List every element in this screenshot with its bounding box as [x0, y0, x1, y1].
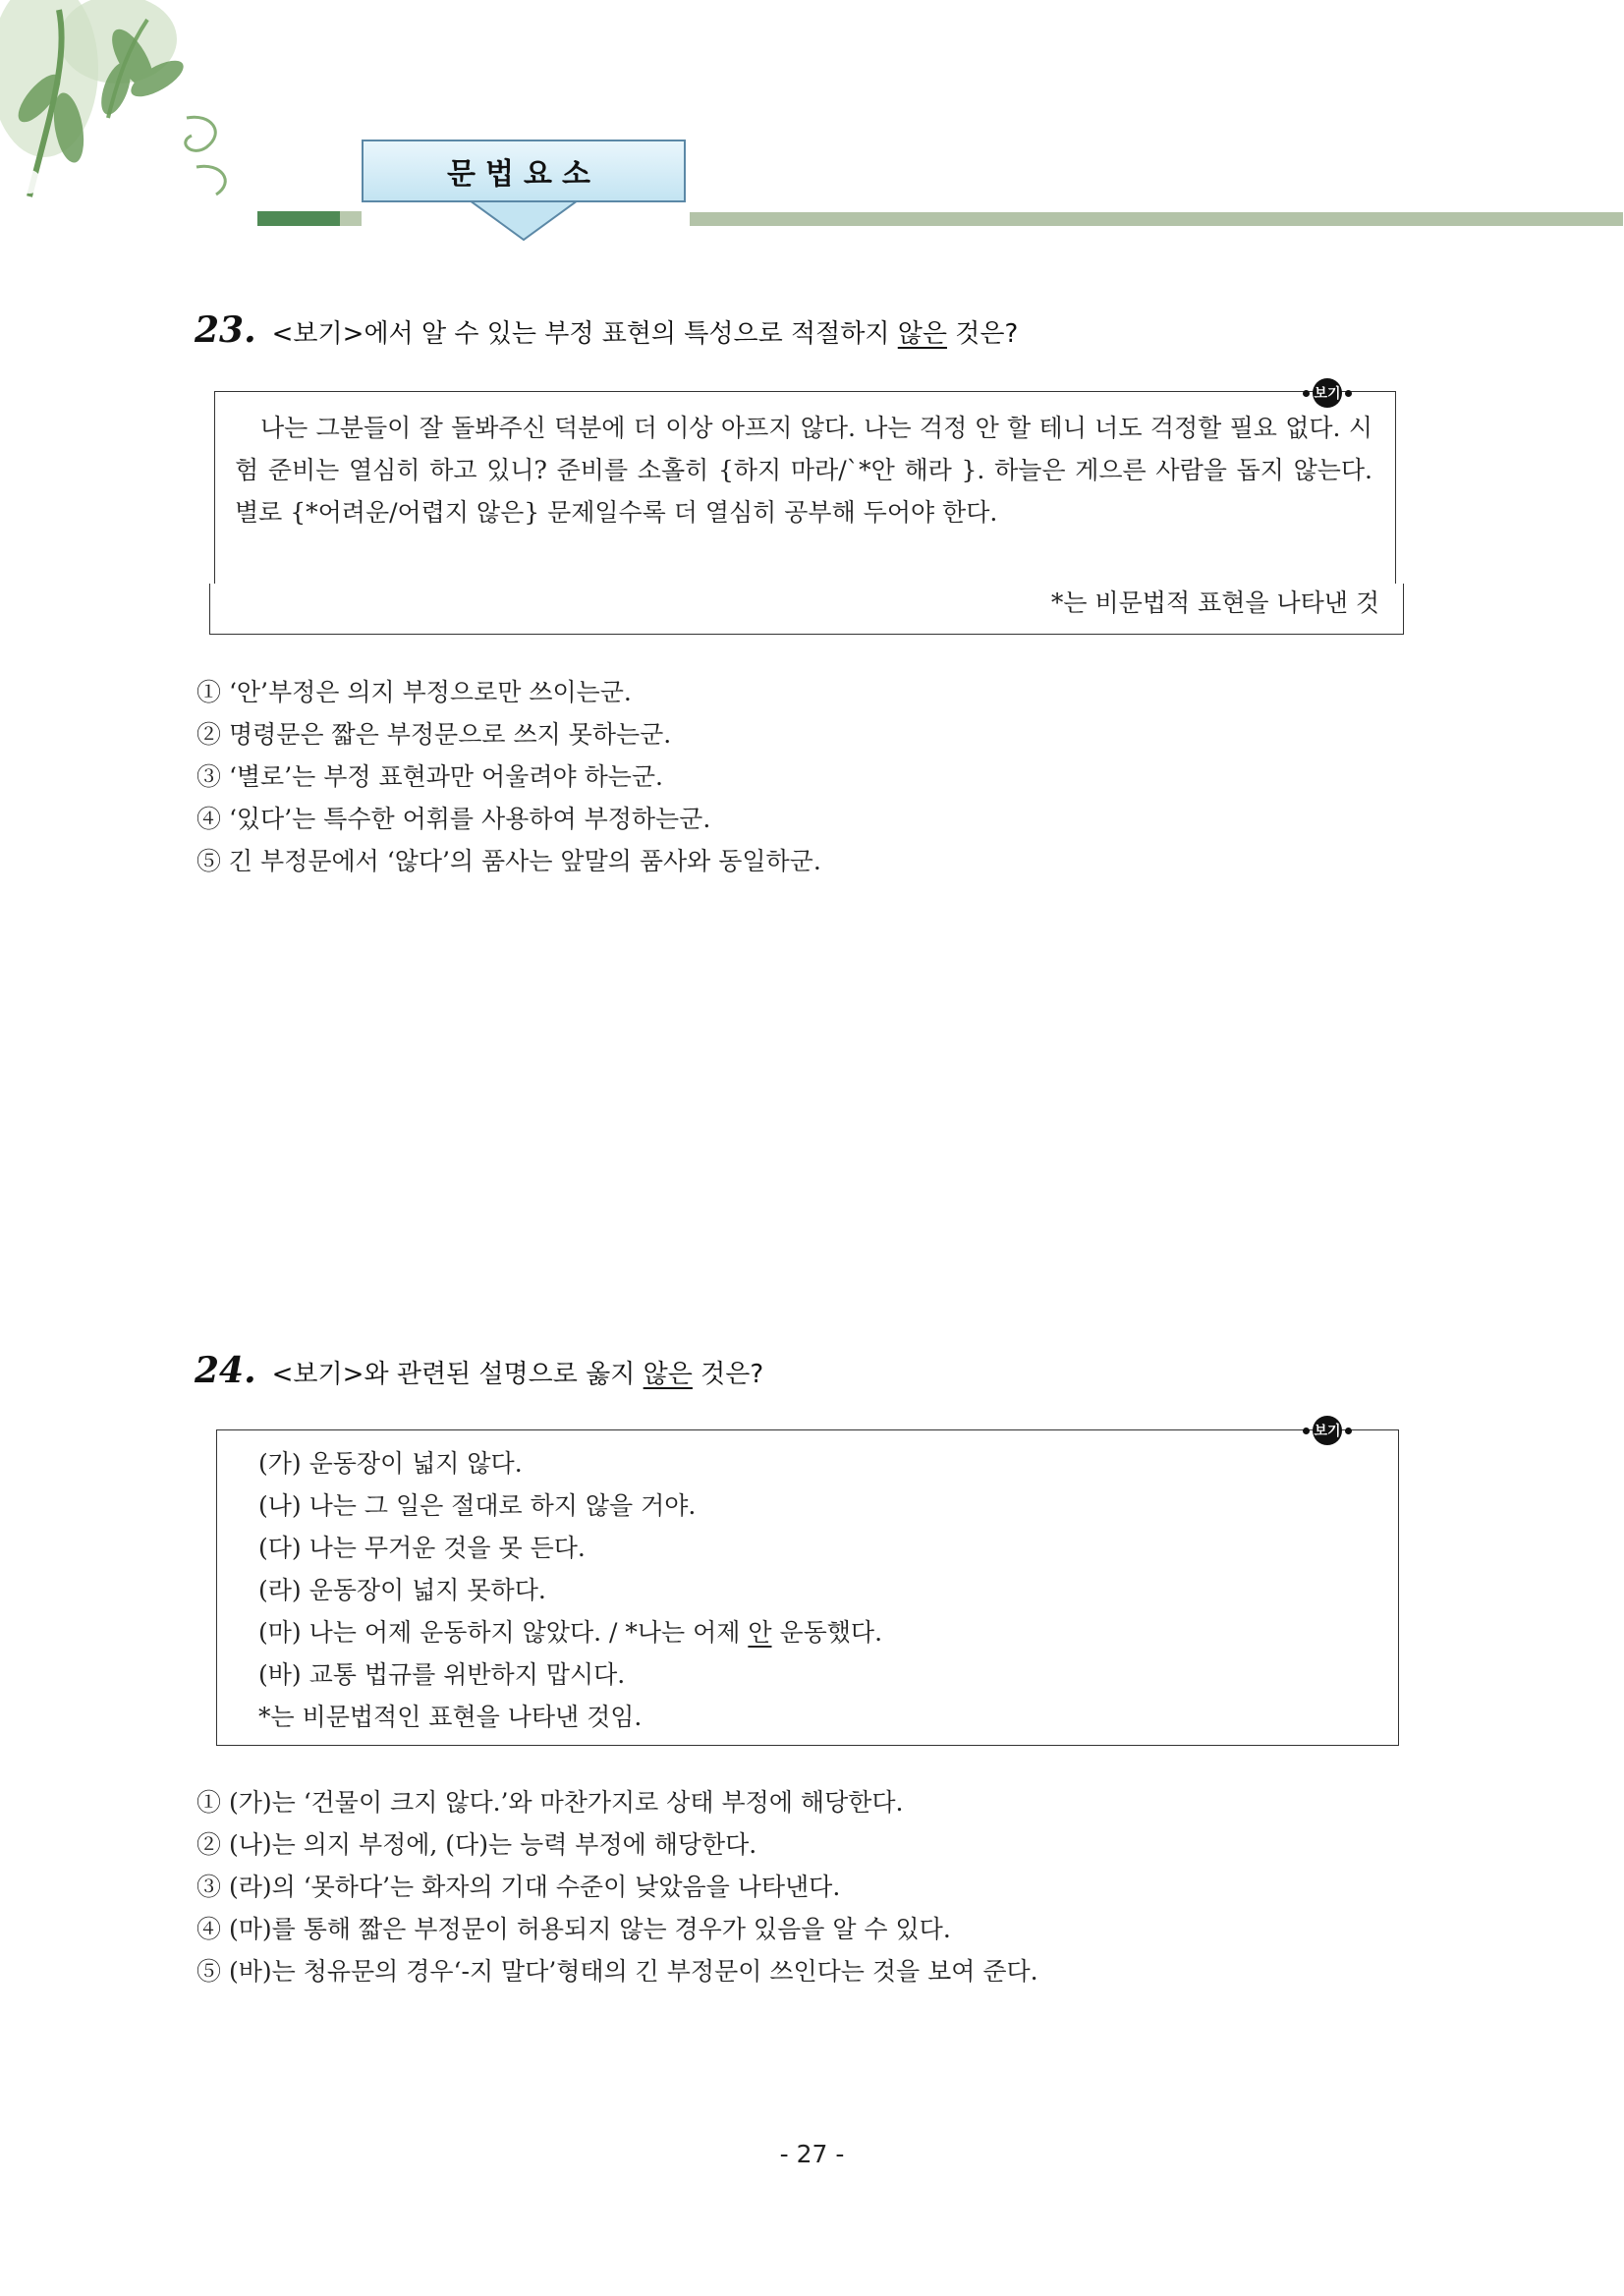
- header-bar-dark: [257, 211, 340, 226]
- options-24: [196, 1781, 1038, 1992]
- header-bar-light: [340, 211, 362, 226]
- prompt-text: <보기>에서 알 수 있는 부정 표현의 특성으로 적절하지: [271, 319, 898, 349]
- dot-icon: [1303, 1428, 1310, 1434]
- floral-decoration-icon: [0, 0, 255, 226]
- option-item[interactable]: ④ ‘있다’는 특수한 어휘를 사용하여 부정하는군.: [196, 805, 711, 833]
- option-item[interactable]: ⑤ 긴 부정문에서 ‘않다’의 품사는 앞말의 품사와 동일하군.: [196, 847, 821, 875]
- badge-label: 보기: [1313, 378, 1342, 408]
- down-arrow-icon: [460, 200, 588, 242]
- example-line: (가) 운동장이 넓지 않다.: [258, 1449, 523, 1478]
- example-line: (바) 교통 법규를 위반하지 맙시다.: [258, 1660, 626, 1689]
- example-line: (다) 나는 무거운 것을 못 든다.: [258, 1534, 586, 1562]
- prompt-text-end: 것은?: [692, 1360, 764, 1389]
- example-note: *는 비문법적인 표현을 나타낸 것임.: [258, 1703, 643, 1731]
- question-number: 24.: [195, 1350, 256, 1391]
- option-item[interactable]: ② 명령문은 짧은 부정문으로 쓰지 못하는군.: [196, 720, 672, 749]
- prompt-underlined: 않은: [897, 319, 947, 349]
- dot-icon: [1345, 390, 1352, 397]
- dot-icon: [1345, 1428, 1352, 1434]
- prompt-text: <보기>와 관련된 설명으로 옳지: [271, 1360, 644, 1389]
- question-23: [195, 309, 1018, 351]
- example-line: (나) 나는 그 일은 절대로 하지 않을 거야.: [258, 1491, 697, 1520]
- prompt-text-end: 것은?: [947, 319, 1019, 349]
- example-badge: [1303, 1416, 1352, 1445]
- badge-label: 보기: [1313, 1416, 1342, 1445]
- example-note-box: [209, 584, 1404, 635]
- prompt-underlined: 않은: [643, 1360, 693, 1389]
- question-prompt: [272, 313, 1019, 350]
- option-item[interactable]: ④ (마)를 통해 짧은 부정문이 허용되지 않는 경우가 있음을 알 수 있다.: [196, 1915, 951, 1943]
- page-number: - 27 -: [779, 2140, 845, 2168]
- option-item[interactable]: ① (가)는 ‘건물이 크지 않다.’와 마찬가지로 상태 부정에 해당한다.: [196, 1788, 904, 1817]
- line-text-end: 운동했다.: [771, 1618, 883, 1647]
- option-item[interactable]: ⑤ (바)는 청유문의 경우‘-지 말다’형태의 긴 부정문이 쓰인다는 것을 보여 준다.: [196, 1957, 1038, 1986]
- dot-icon: [1303, 390, 1310, 397]
- question-number: 23.: [195, 309, 256, 351]
- example-line-ma: [258, 1611, 882, 1653]
- line-text: (마) 나는 어제 운동하지 않았다. / *나는 어제: [258, 1618, 749, 1647]
- question-prompt: [272, 1354, 764, 1390]
- example-lines: [258, 1442, 882, 1738]
- question-24: [195, 1350, 763, 1391]
- options-23: [196, 671, 821, 882]
- example-passage: 나는 그분들이 잘 돌봐주신 덕분에 더 이상 아프지 않다. 나는 걱정 안 할 테니 너도 걱정할 필요 없다. 시험 준비는 열심히 하고 있니? 준비를 소홀히 {하지 마라/`*안 해라 }. 하늘은 게으른 사람을 돕지 않는다. 별로 {*어려운/어렵지 않은} 문제일수록 더 열심히 공부해 두어야 한다.: [235, 414, 1372, 527]
- option-item[interactable]: ② (나)는 의지 부정에, (다)는 능력 부정에 해당한다.: [196, 1830, 757, 1859]
- option-item[interactable]: ③ ‘별로’는 부정 표현과만 어울려야 하는군.: [196, 762, 663, 791]
- line-underlined: 안: [748, 1618, 772, 1647]
- section-title: 문법요소: [362, 140, 686, 202]
- example-box: [214, 391, 1396, 584]
- example-badge: [1303, 378, 1352, 408]
- option-item[interactable]: ③ (라)의 ‘못하다’는 화자의 기대 수준이 낮았음을 나타낸다.: [196, 1873, 841, 1901]
- header-rule: [690, 212, 1623, 226]
- example-line: (라) 운동장이 넓지 못하다.: [258, 1576, 546, 1604]
- option-item[interactable]: ① ‘안’부정은 의지 부정으로만 쓰이는군.: [196, 678, 632, 706]
- example-box: [216, 1429, 1399, 1746]
- example-note: *는 비문법적 표현을 나타낸 것: [1050, 588, 1379, 617]
